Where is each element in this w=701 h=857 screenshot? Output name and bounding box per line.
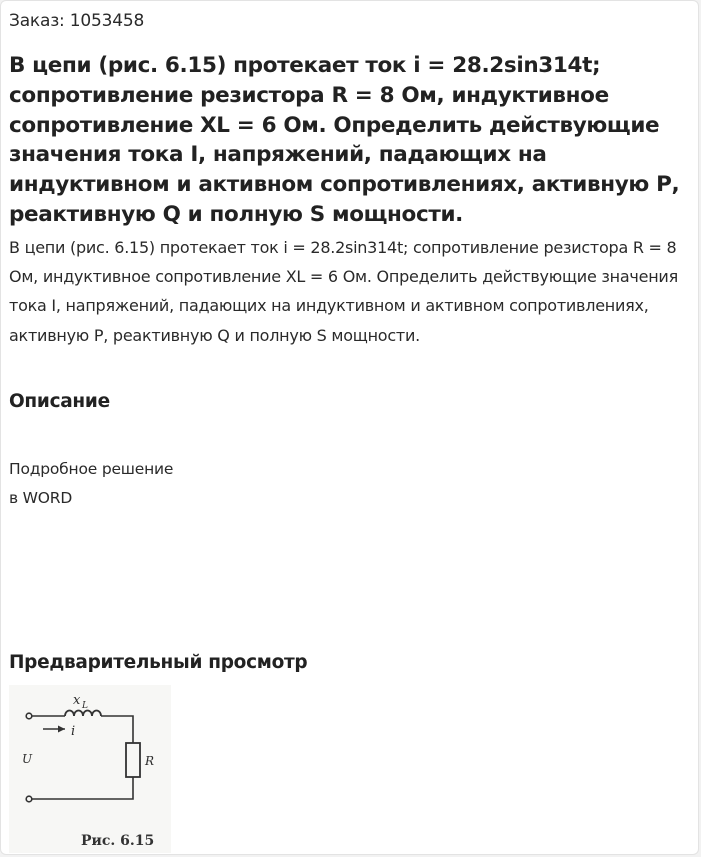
bottom-wire [32,777,133,799]
inductor-subscript: L [82,701,88,711]
current-label: i [71,724,76,739]
description-line: Подробное решение [9,460,174,478]
resistor [126,743,140,777]
inductor-coil [65,711,101,717]
order-number: Заказ: 1053458 [9,11,145,31]
top-terminal [26,713,32,719]
circuit-preview-image[interactable] [9,685,171,853]
inductor-label: x [73,693,81,708]
task-title: В цепи (рис. 6.15) протекает ток i = 28.2sin314t; сопротивление резистора R = 8 Ом, индуктивное сопротивление XL = 6 Ом. Определить действующие значения тока I, напряжений, падающих на индуктивном и активном сопротивлениях, активную Р, реактивную Q и полную S мощности. [9,53,680,227]
bottom-terminal [26,796,32,802]
preview-heading: Предварительный просмотр [9,652,308,673]
current-arrow-head [58,726,65,733]
description-text [9,455,173,513]
top-right-wire [101,716,133,743]
figure-caption: Рис. 6.15 [81,833,155,849]
resistor-label: R [145,754,155,768]
task-description: В цепи (рис. 6.15) протекает ток i = 28.2sin314t; сопротивление резистора R = 8 Ом, индуктивное сопротивление XL = 6 Ом. Определить действующие значения тока I, напряжений, падающих на индуктивном и активном сопротивлениях, активную Р, реактивную Q и полную S мощности. [9,238,678,345]
description-line: в WORD [9,489,73,507]
circuit-diagram [9,685,171,853]
voltage-label: U [22,752,33,766]
description-heading: Описание [9,391,110,412]
